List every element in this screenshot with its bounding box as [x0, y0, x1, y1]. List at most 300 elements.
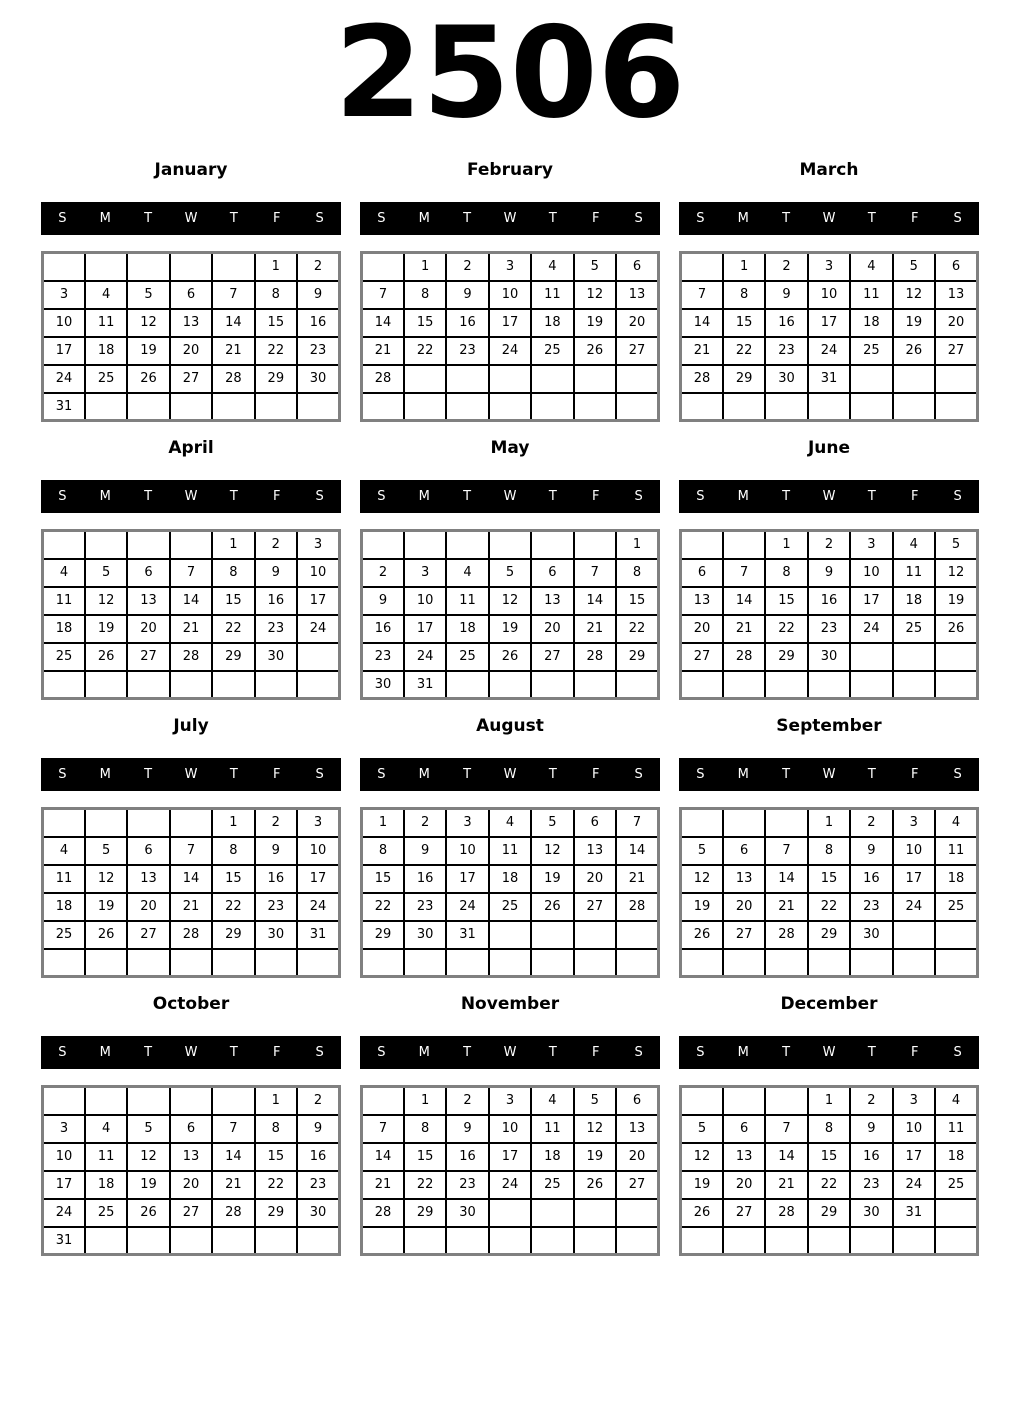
day-cell: 6 — [935, 253, 977, 281]
weekday-label: T — [229, 767, 238, 782]
day-cell: 14 — [212, 309, 254, 337]
weekday-header — [41, 202, 341, 235]
day-cell — [297, 949, 339, 977]
weekday-label: S — [377, 767, 386, 782]
weekday-header — [41, 1036, 341, 1069]
day-cell: 4 — [850, 253, 892, 281]
weekday-label: M — [418, 211, 430, 226]
day-cell — [85, 393, 127, 421]
day-cell: 26 — [85, 921, 127, 949]
day-cell: 29 — [616, 643, 658, 671]
day-cell: 19 — [681, 1171, 723, 1199]
day-cell — [765, 393, 807, 421]
weekday-label: S — [696, 489, 705, 504]
week-row — [362, 337, 659, 365]
week-row — [43, 1171, 340, 1199]
day-cell: 28 — [212, 365, 254, 393]
day-cell: 14 — [765, 1143, 807, 1171]
day-cell: 3 — [808, 253, 850, 281]
month-grid — [41, 1085, 341, 1256]
day-cell: 12 — [127, 1143, 169, 1171]
day-cell — [127, 671, 169, 699]
day-cell: 7 — [765, 1115, 807, 1143]
day-cell: 28 — [765, 921, 807, 949]
day-cell: 27 — [170, 1199, 212, 1227]
weekday-label: S — [953, 767, 962, 782]
weekday-label: S — [634, 1045, 643, 1060]
day-cell: 17 — [850, 587, 892, 615]
day-cell — [489, 1199, 531, 1227]
day-cell: 24 — [43, 365, 85, 393]
day-cell: 28 — [574, 643, 616, 671]
day-cell: 16 — [255, 587, 297, 615]
day-cell: 28 — [170, 921, 212, 949]
day-cell: 2 — [808, 531, 850, 559]
day-cell — [297, 393, 339, 421]
day-cell: 4 — [85, 281, 127, 309]
day-cell: 24 — [893, 893, 935, 921]
day-cell — [681, 671, 723, 699]
day-cell: 19 — [935, 587, 977, 615]
day-cell: 29 — [255, 1199, 297, 1227]
day-cell — [893, 365, 935, 393]
day-cell: 10 — [297, 559, 339, 587]
day-cell: 22 — [808, 893, 850, 921]
week-row — [362, 587, 659, 615]
week-row — [362, 1227, 659, 1255]
day-cell — [574, 393, 616, 421]
day-cell — [127, 253, 169, 281]
day-cell — [446, 365, 488, 393]
weekday-label: T — [867, 489, 876, 504]
day-cell: 22 — [212, 615, 254, 643]
week-row — [43, 365, 340, 393]
weekday-label: M — [737, 1045, 749, 1060]
day-cell — [935, 365, 977, 393]
day-cell: 16 — [765, 309, 807, 337]
weekday-label: W — [503, 767, 517, 782]
day-cell: 6 — [681, 559, 723, 587]
week-row — [43, 587, 340, 615]
day-cell: 18 — [850, 309, 892, 337]
day-cell: 23 — [808, 615, 850, 643]
day-cell: 25 — [935, 1171, 977, 1199]
day-cell — [127, 1227, 169, 1255]
day-cell: 15 — [616, 587, 658, 615]
weekday-header — [679, 202, 979, 235]
day-cell: 23 — [446, 337, 488, 365]
day-cell — [574, 671, 616, 699]
day-cell: 23 — [765, 337, 807, 365]
month-title: June — [807, 438, 851, 458]
day-cell: 29 — [212, 921, 254, 949]
day-cell: 2 — [850, 809, 892, 837]
day-cell: 13 — [170, 309, 212, 337]
day-cell — [531, 671, 573, 699]
day-cell: 21 — [362, 337, 404, 365]
day-cell: 20 — [574, 865, 616, 893]
day-cell — [574, 1199, 616, 1227]
day-cell — [616, 393, 658, 421]
day-cell: 7 — [616, 809, 658, 837]
day-cell — [935, 393, 977, 421]
months-grid — [0, 160, 1020, 1272]
day-cell: 13 — [170, 1143, 212, 1171]
month-block — [360, 160, 660, 438]
day-cell: 4 — [43, 837, 85, 865]
day-cell — [43, 949, 85, 977]
day-cell: 2 — [446, 1087, 488, 1115]
day-cell — [170, 393, 212, 421]
day-cell: 11 — [893, 559, 935, 587]
day-cell — [170, 253, 212, 281]
day-cell: 18 — [43, 615, 85, 643]
day-cell: 8 — [723, 281, 765, 309]
day-cell — [43, 253, 85, 281]
day-cell: 7 — [170, 559, 212, 587]
day-cell: 30 — [404, 921, 446, 949]
day-cell: 19 — [574, 309, 616, 337]
day-cell: 30 — [255, 921, 297, 949]
weekday-label: T — [782, 489, 791, 504]
week-row — [681, 921, 978, 949]
day-cell: 5 — [127, 281, 169, 309]
day-cell — [212, 253, 254, 281]
day-cell — [531, 393, 573, 421]
day-cell: 19 — [893, 309, 935, 337]
day-cell — [446, 1227, 488, 1255]
day-cell: 26 — [574, 337, 616, 365]
day-cell: 11 — [43, 587, 85, 615]
day-cell: 16 — [255, 865, 297, 893]
day-cell — [723, 1087, 765, 1115]
day-cell: 9 — [765, 281, 807, 309]
weekday-header — [360, 202, 660, 235]
week-row — [43, 1199, 340, 1227]
week-row — [681, 587, 978, 615]
day-cell — [531, 949, 573, 977]
day-cell: 18 — [935, 865, 977, 893]
day-cell: 9 — [446, 1115, 488, 1143]
day-cell: 30 — [808, 643, 850, 671]
month-title: December — [780, 994, 878, 1014]
day-cell — [935, 1227, 977, 1255]
day-cell — [893, 921, 935, 949]
day-cell: 19 — [127, 1171, 169, 1199]
day-cell: 9 — [362, 587, 404, 615]
day-cell: 5 — [681, 1115, 723, 1143]
day-cell: 10 — [446, 837, 488, 865]
day-cell — [85, 809, 127, 837]
month-title: August — [476, 716, 544, 736]
day-cell: 31 — [808, 365, 850, 393]
weekday-label: S — [58, 767, 67, 782]
day-cell: 26 — [574, 1171, 616, 1199]
day-cell: 24 — [489, 1171, 531, 1199]
week-row — [681, 615, 978, 643]
day-cell: 9 — [850, 1115, 892, 1143]
day-cell: 15 — [255, 309, 297, 337]
year-title: 2506 — [334, 0, 686, 146]
month-block — [41, 438, 341, 716]
day-cell: 17 — [489, 309, 531, 337]
weekday-label: F — [591, 489, 600, 504]
weekday-label: F — [910, 1045, 919, 1060]
day-cell: 17 — [43, 1171, 85, 1199]
weekday-label: M — [418, 767, 430, 782]
week-row — [362, 949, 659, 977]
day-cell — [297, 1227, 339, 1255]
weekday-label: S — [315, 489, 324, 504]
weekday-label: W — [184, 211, 198, 226]
month-grid — [360, 529, 660, 700]
day-cell — [850, 643, 892, 671]
day-cell: 19 — [681, 893, 723, 921]
day-cell: 22 — [255, 337, 297, 365]
day-cell: 13 — [616, 1115, 658, 1143]
week-row — [43, 1115, 340, 1143]
day-cell: 23 — [362, 643, 404, 671]
day-cell: 16 — [297, 1143, 339, 1171]
day-cell: 10 — [850, 559, 892, 587]
weekday-label: M — [99, 1045, 111, 1060]
day-cell: 7 — [170, 837, 212, 865]
day-cell — [893, 393, 935, 421]
day-cell: 29 — [362, 921, 404, 949]
week-row — [43, 253, 340, 281]
day-cell — [127, 393, 169, 421]
day-cell: 12 — [489, 587, 531, 615]
day-cell: 19 — [574, 1143, 616, 1171]
day-cell — [850, 365, 892, 393]
day-cell: 2 — [297, 253, 339, 281]
week-row — [43, 809, 340, 837]
day-cell: 8 — [808, 1115, 850, 1143]
day-cell — [85, 1227, 127, 1255]
day-cell: 29 — [255, 365, 297, 393]
day-cell: 26 — [935, 615, 977, 643]
day-cell: 24 — [446, 893, 488, 921]
day-cell — [404, 949, 446, 977]
day-cell: 22 — [255, 1171, 297, 1199]
month-grid — [41, 529, 341, 700]
day-cell — [808, 949, 850, 977]
day-cell — [212, 949, 254, 977]
day-cell: 13 — [531, 587, 573, 615]
day-cell — [723, 393, 765, 421]
day-cell: 24 — [404, 643, 446, 671]
day-cell: 31 — [893, 1199, 935, 1227]
day-cell: 30 — [362, 671, 404, 699]
day-cell: 28 — [681, 365, 723, 393]
day-cell: 8 — [404, 281, 446, 309]
day-cell: 6 — [616, 253, 658, 281]
day-cell: 8 — [255, 281, 297, 309]
day-cell: 5 — [85, 559, 127, 587]
weekday-label: F — [910, 489, 919, 504]
weekday-label: F — [272, 1045, 281, 1060]
day-cell: 30 — [297, 1199, 339, 1227]
day-cell — [489, 365, 531, 393]
day-cell: 9 — [850, 837, 892, 865]
day-cell: 27 — [681, 643, 723, 671]
day-cell — [212, 671, 254, 699]
weekday-label: T — [867, 211, 876, 226]
day-cell: 12 — [85, 865, 127, 893]
week-row — [43, 1227, 340, 1255]
day-cell: 24 — [808, 337, 850, 365]
day-cell: 10 — [43, 309, 85, 337]
day-cell — [362, 949, 404, 977]
day-cell — [489, 949, 531, 977]
day-cell: 10 — [297, 837, 339, 865]
day-cell: 29 — [212, 643, 254, 671]
week-row — [362, 671, 659, 699]
day-cell: 11 — [531, 1115, 573, 1143]
weekday-label: S — [315, 211, 324, 226]
day-cell: 12 — [531, 837, 573, 865]
day-cell: 9 — [446, 281, 488, 309]
weekday-label: S — [58, 489, 67, 504]
week-row — [362, 393, 659, 421]
day-cell — [850, 393, 892, 421]
day-cell — [85, 1087, 127, 1115]
day-cell — [362, 1087, 404, 1115]
week-row — [681, 893, 978, 921]
week-row — [43, 949, 340, 977]
day-cell — [935, 1199, 977, 1227]
week-row — [681, 559, 978, 587]
day-cell: 24 — [893, 1171, 935, 1199]
day-cell — [681, 1087, 723, 1115]
week-row — [681, 531, 978, 559]
day-cell: 25 — [43, 921, 85, 949]
month-block — [41, 160, 341, 438]
month-block — [41, 994, 341, 1272]
day-cell: 13 — [127, 587, 169, 615]
day-cell — [43, 1087, 85, 1115]
day-cell: 5 — [574, 1087, 616, 1115]
month-title: April — [168, 438, 214, 458]
day-cell: 8 — [404, 1115, 446, 1143]
day-cell: 12 — [681, 1143, 723, 1171]
week-row — [681, 949, 978, 977]
day-cell — [574, 949, 616, 977]
day-cell: 2 — [255, 809, 297, 837]
day-cell: 26 — [681, 921, 723, 949]
day-cell: 15 — [765, 587, 807, 615]
weekday-header — [360, 480, 660, 513]
week-row — [43, 643, 340, 671]
day-cell: 25 — [893, 615, 935, 643]
weekday-label: T — [463, 489, 472, 504]
week-row — [681, 393, 978, 421]
week-row — [43, 393, 340, 421]
day-cell — [170, 671, 212, 699]
day-cell: 31 — [43, 1227, 85, 1255]
day-cell: 17 — [893, 1143, 935, 1171]
day-cell: 14 — [574, 587, 616, 615]
day-cell: 21 — [170, 893, 212, 921]
day-cell: 1 — [255, 253, 297, 281]
day-cell: 5 — [935, 531, 977, 559]
day-cell: 3 — [850, 531, 892, 559]
week-row — [362, 1199, 659, 1227]
weekday-label: T — [144, 1045, 153, 1060]
day-cell — [574, 531, 616, 559]
day-cell — [808, 671, 850, 699]
weekday-label: W — [184, 1045, 198, 1060]
weekday-label: T — [229, 211, 238, 226]
day-cell: 27 — [127, 921, 169, 949]
week-row — [681, 1199, 978, 1227]
day-cell: 17 — [43, 337, 85, 365]
day-cell: 16 — [808, 587, 850, 615]
day-cell — [574, 365, 616, 393]
day-cell — [616, 365, 658, 393]
day-cell — [212, 1087, 254, 1115]
day-cell — [765, 949, 807, 977]
day-cell — [723, 809, 765, 837]
weekday-label: F — [591, 767, 600, 782]
day-cell — [850, 1227, 892, 1255]
month-block — [679, 994, 979, 1272]
day-cell: 27 — [723, 921, 765, 949]
day-cell: 16 — [297, 309, 339, 337]
day-cell: 3 — [404, 559, 446, 587]
day-cell: 12 — [574, 281, 616, 309]
week-row — [362, 893, 659, 921]
day-cell: 20 — [681, 615, 723, 643]
day-cell — [489, 531, 531, 559]
day-cell: 15 — [808, 1143, 850, 1171]
weekday-label: T — [548, 1045, 557, 1060]
month-title: September — [776, 716, 882, 736]
day-cell: 10 — [893, 837, 935, 865]
month-title: January — [154, 160, 228, 180]
week-row — [681, 1171, 978, 1199]
day-cell: 17 — [893, 865, 935, 893]
week-row — [681, 253, 978, 281]
day-cell: 19 — [127, 337, 169, 365]
day-cell: 18 — [489, 865, 531, 893]
weekday-label: W — [503, 1045, 517, 1060]
day-cell — [681, 809, 723, 837]
day-cell: 13 — [574, 837, 616, 865]
day-cell — [765, 1087, 807, 1115]
week-row — [43, 865, 340, 893]
day-cell: 29 — [808, 921, 850, 949]
day-cell: 23 — [850, 1171, 892, 1199]
day-cell: 1 — [212, 531, 254, 559]
weekday-label: T — [782, 767, 791, 782]
week-row — [43, 1143, 340, 1171]
day-cell — [681, 1227, 723, 1255]
day-cell — [43, 531, 85, 559]
day-cell: 22 — [404, 337, 446, 365]
weekday-label: T — [548, 767, 557, 782]
day-cell: 21 — [212, 1171, 254, 1199]
day-cell — [893, 1227, 935, 1255]
day-cell — [808, 393, 850, 421]
month-grid — [360, 1085, 660, 1256]
day-cell: 21 — [170, 615, 212, 643]
day-cell: 19 — [85, 615, 127, 643]
weekday-header — [679, 758, 979, 791]
day-cell: 27 — [723, 1199, 765, 1227]
week-row — [362, 643, 659, 671]
day-cell — [935, 643, 977, 671]
